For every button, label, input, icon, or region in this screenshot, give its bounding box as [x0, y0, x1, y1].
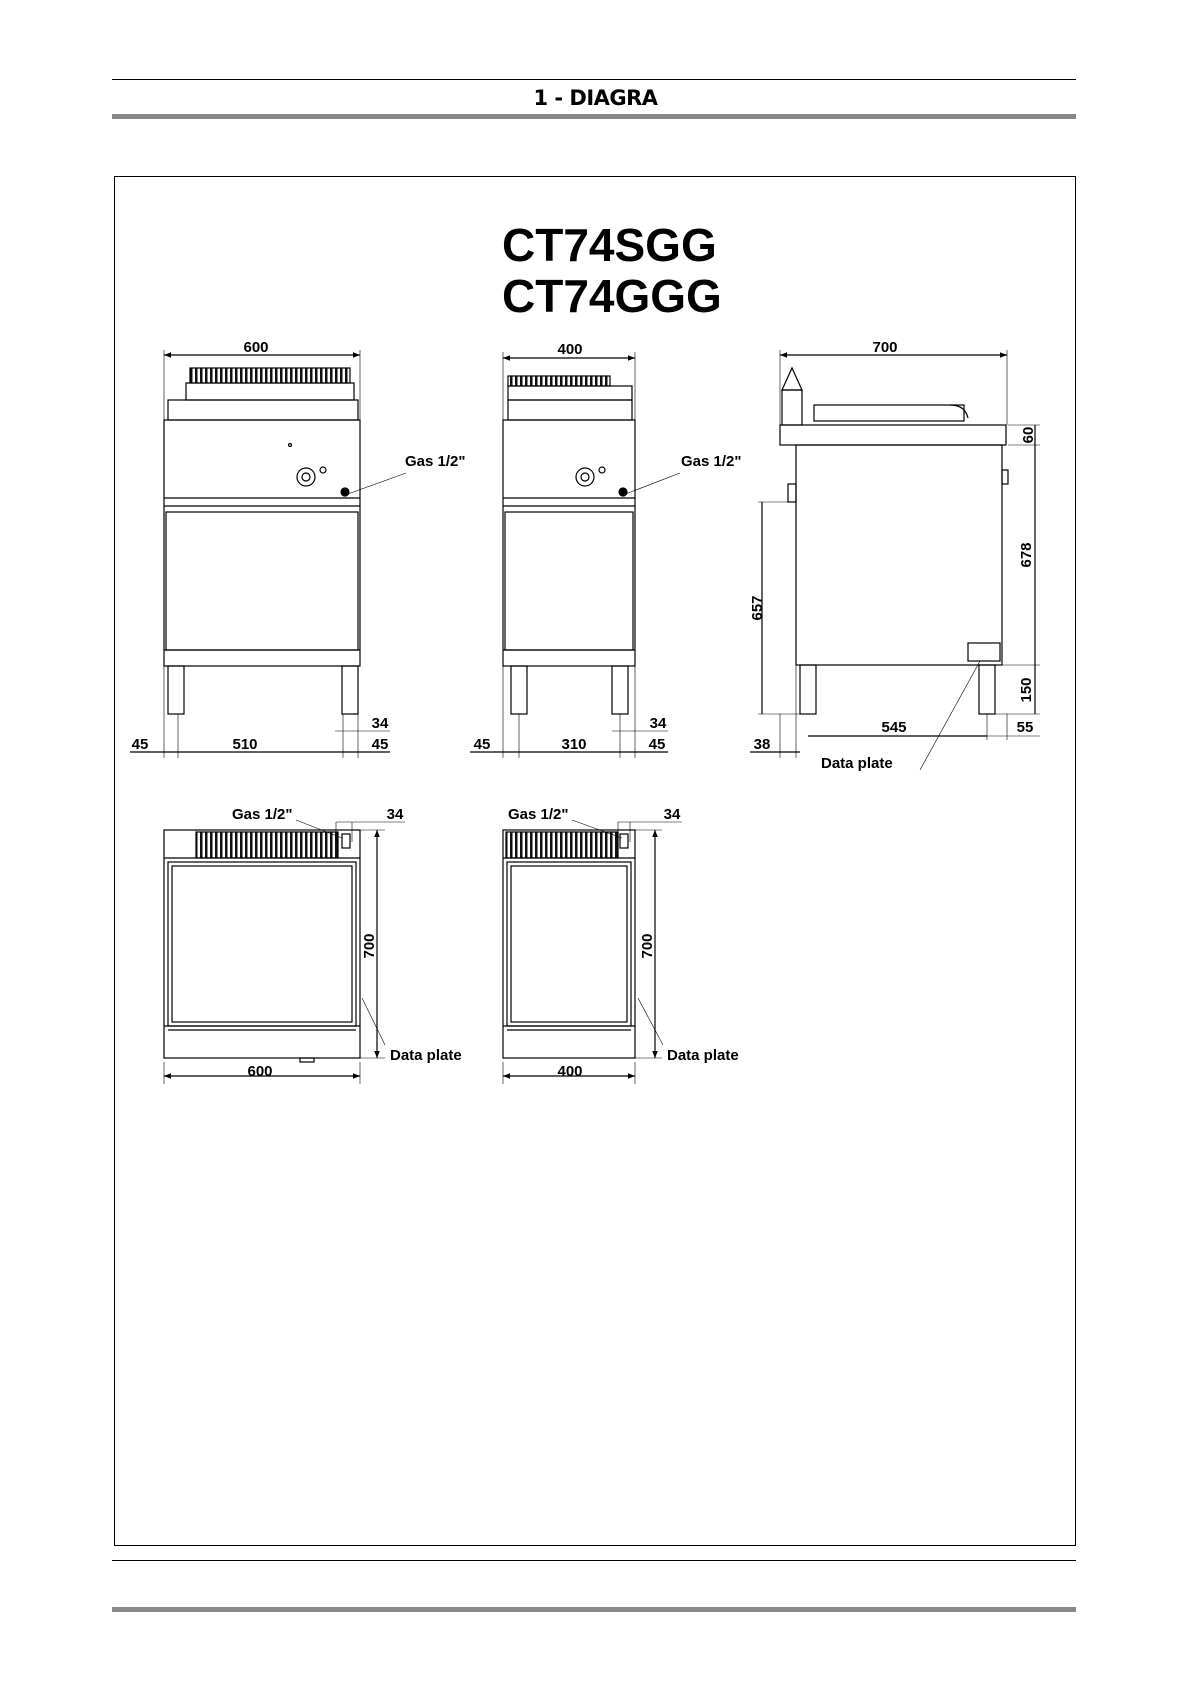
front-view-400 [470, 352, 680, 758]
dim-gas-height: 657 [749, 595, 766, 621]
dim-rear-offset: 38 [753, 736, 771, 753]
dim-width: 400 [557, 341, 583, 358]
dim-depth: 700 [639, 933, 656, 959]
dim-width: 600 [243, 339, 269, 356]
dim-connector: 34 [386, 806, 404, 823]
data-plate-label: Data plate [390, 1047, 462, 1064]
dim-leg-span: 310 [561, 736, 587, 753]
dim-body-height: 678 [1018, 542, 1035, 568]
dim-leg-span: 510 [232, 736, 258, 753]
data-plate-label: Data plate [667, 1047, 739, 1064]
gas-label: Gas 1/2" [232, 806, 293, 823]
gas-label: Gas 1/2" [508, 806, 569, 823]
dim-connector: 34 [663, 806, 681, 823]
section-title: 1 - DIAGRA [533, 86, 658, 110]
model-name: CT74GGG [502, 270, 722, 322]
dim-connector: 34 [649, 715, 667, 732]
gas-label: Gas 1/2" [681, 453, 742, 470]
front-view-600 [130, 350, 406, 758]
dim-right-offset: 45 [371, 736, 389, 753]
dim-top-height: 60 [1020, 426, 1037, 444]
dim-base-depth: 545 [881, 719, 907, 736]
model-name: CT74SGG [502, 219, 717, 271]
dim-right-offset: 45 [648, 736, 666, 753]
dim-depth: 700 [361, 933, 378, 959]
dim-left-offset: 45 [473, 736, 491, 753]
side-view [750, 350, 1040, 770]
dim-depth: 700 [872, 339, 898, 356]
dim-connector: 34 [371, 715, 389, 732]
data-plate-label: Data plate [821, 755, 893, 772]
dim-width: 600 [247, 1063, 273, 1080]
dim-front-offset: 55 [1016, 719, 1034, 736]
footer-bottom-rule [112, 1607, 1076, 1612]
dim-leg-height: 150 [1018, 677, 1035, 703]
gas-label: Gas 1/2" [405, 453, 466, 470]
dim-left-offset: 45 [131, 736, 149, 753]
dim-width: 400 [557, 1063, 583, 1080]
footer-top-rule [112, 1560, 1076, 1561]
